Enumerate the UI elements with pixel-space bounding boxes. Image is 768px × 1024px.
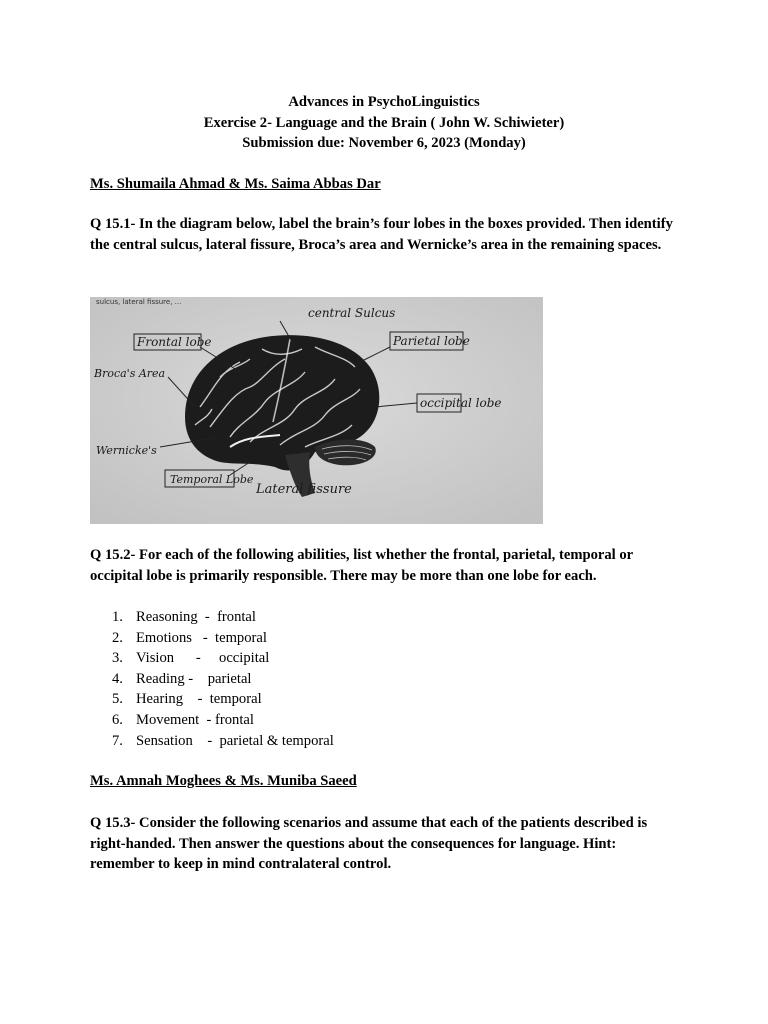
brain-diagram-svg [90,297,543,524]
list-item: 4. Reading - parietal [112,670,252,687]
label-wernicke: Wernicke's [96,444,157,457]
document-header [0,92,768,154]
label-frontal-lobe: Frontal lobe [137,335,212,349]
submission-due: Submission due: November 6, 2023 (Monday) [242,135,526,151]
authors-heading-1: Ms. Shumaila Ahmad & Ms. Saima Abbas Dar [90,176,381,192]
question-15-3: Q 15.3- Consider the following scenarios and assume that each of the patients described is right-handed. Then answer the questions about the consequences for language. Hint: remember to keep in mind contralateral control. [90,815,648,872]
answers-list [112,607,334,751]
exercise-title: Exercise 2- Language and the Brain ( John W. Schiwieter) [203,114,565,131]
label-temporal-lobe: Temporal Lobe [170,473,254,486]
list-item: 1. Reasoning - frontal [112,609,256,625]
question-15-1: Q 15.1- In the diagram below, label the brain’s four lobes in the boxes provided. Then identify the central sulcus, lateral fissure, Broca’s area and Wernicke’s area in the remaining spaces. [90,216,673,253]
list-item: 3. Vision - occipital [112,650,270,667]
course-title: Advances in PsychoLinguistics [288,94,480,110]
brain-diagram-photo [90,297,543,524]
figure-top-text: sulcus, lateral fissure, ... [96,298,182,306]
label-broca-area: Broca's Area [94,367,166,380]
label-parietal-lobe: Parietal lobe [393,334,470,348]
question-15-2: Q 15.2- For each of the following abilities, list whether the frontal, parietal, temporal or occipital lobe is primarily responsible. There may be more than one lobe for each. [90,547,633,584]
list-item: 2. Emotions - temporal [112,629,267,646]
label-occipital-lobe: occipital lobe [420,396,502,410]
authors-heading-2: Ms. Amnah Moghees & Ms. Muniba Saeed [90,773,357,789]
list-item: 6. Movement - frontal [112,711,254,728]
label-lateral-fissure: Lateral fissure [256,482,352,497]
list-item: 5. Hearing - temporal [112,691,262,708]
list-item: 7. Sensation - parietal & temporal [112,732,334,749]
label-central-sulcus: central Sulcus [308,306,396,320]
